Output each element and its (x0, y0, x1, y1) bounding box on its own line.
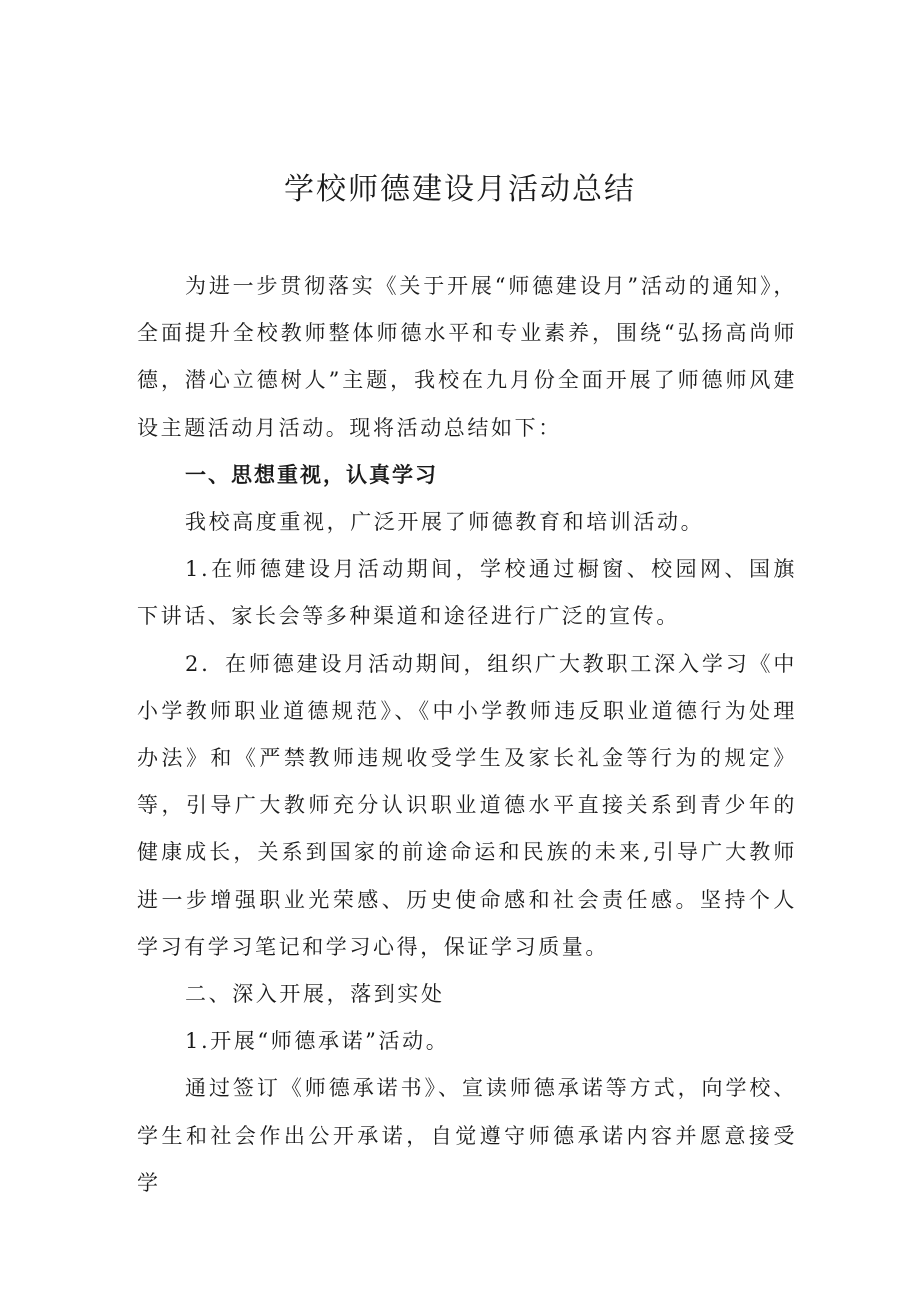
body-paragraph: 我校高度重视，广泛开展了师德教育和培训活动。 (185, 510, 705, 535)
intro-paragraph: 为进一步贯彻落实《关于开展“师德建设月”活动的通知》，全面提升全校教师整体师德水平和专业素养，围绕“弘扬高尚师德，潜心立德树人”主题，我校在九月份全面开展了师德师风建设主题活动月活动。现将活动总结如下： (137, 274, 797, 440)
body-paragraph-final: 通过签订《师德承诺书》、宣读师德承诺等方式，向学校、学生和社会作出公开承诺，自觉遵守师德承诺内容并愿意接受学 (137, 1076, 797, 1195)
list-item-2: 2．在师德建设月活动期间，组织广大教职工深入学习《中小学教师职业道德规范》、《中小学教师违反职业道德行为处理办法》和《严禁教师违规收受学生及家长礼金等行为的规定》等，引导广大教师充分认识职业道德水平直接关系到青少年的健康成长，关系到国家的前途命运和民族的未来,引导广大教师进一步增强职业光荣感、历史使命感和社会责任感。坚持个人学习有学习笔记和学习心得，保证学习质量。 (137, 651, 797, 959)
list-item-1: 1.在师德建设月活动期间，学校通过橱窗、校园网、国旗下讲话、家长会等多种渠道和途径进行广泛的宣传。 (137, 557, 797, 629)
sub-item-1: 1.开展“师德承诺”活动。 (185, 1029, 450, 1054)
document-body (137, 263, 797, 1207)
section-heading-1: 一、思想重视，认真学习 (185, 462, 438, 487)
document-title: 学校师德建设月活动总结 (284, 172, 636, 207)
section-heading-2: 二、深入开展，落到实处 (185, 982, 445, 1007)
